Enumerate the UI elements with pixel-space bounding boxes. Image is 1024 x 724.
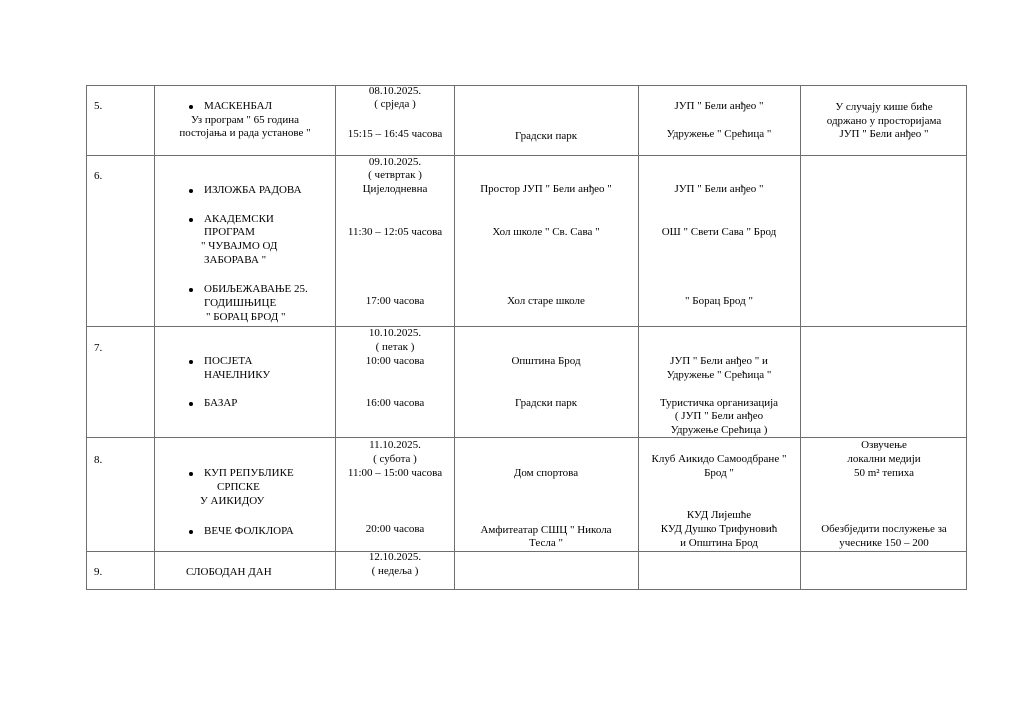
event-date: 09.10.2025. xyxy=(368,156,422,168)
event-time: 16:00 часова xyxy=(365,397,425,409)
bullet-icon xyxy=(189,402,193,406)
bullet-icon xyxy=(189,530,193,534)
bullet-icon xyxy=(189,189,193,193)
organizer: Клуб Аикидо Самоодбране " xyxy=(651,453,787,465)
activity-title: " ЧУВАЈМО ОД xyxy=(201,240,278,252)
event-time: 20:00 часова xyxy=(365,523,425,535)
event-time: 11:00 – 15:00 часова xyxy=(347,467,443,479)
event-place: Простор ЈУП " Бели анђео " xyxy=(480,183,612,195)
bullet-icon xyxy=(189,360,193,364)
event-place: Градски парк xyxy=(514,397,578,409)
event-time: 17:00 часова xyxy=(365,295,425,307)
note: 50 m² тепиха xyxy=(853,467,915,479)
activity-title: ОБИЉЕЖАВАЊЕ 25. xyxy=(204,283,308,295)
note: одржано у просторијама xyxy=(826,115,942,127)
bullet-icon xyxy=(189,218,193,222)
row-number: 5. xyxy=(94,100,103,112)
organizer: Удружење " Срећица " xyxy=(666,128,772,140)
event-place: Општина Брод xyxy=(511,355,581,367)
table-grid xyxy=(86,85,967,590)
bullet-icon xyxy=(189,105,193,109)
note: Обезбједити послужење за xyxy=(821,523,947,535)
activity-title: НАЧЕЛНИКУ xyxy=(204,369,271,381)
organizer: ( ЈУП " Бели анђео xyxy=(674,410,764,422)
activity-title: БАЗАР xyxy=(204,397,238,409)
bullet-icon xyxy=(189,472,193,476)
activity-title: ПРОГРАМ xyxy=(204,226,255,238)
row-number: 6. xyxy=(94,170,103,182)
activity-title: ИЗЛОЖБА РАДОВА xyxy=(204,184,302,196)
row-number: 9. xyxy=(94,566,103,578)
organizer: Удружење Срећица ) xyxy=(670,424,768,436)
organizer: ЈУП " Бели анђео " и xyxy=(670,355,768,367)
note: ЈУП " Бели анђео " xyxy=(839,128,929,140)
event-day: ( четвртак ) xyxy=(368,169,422,181)
row-number: 7. xyxy=(94,342,103,354)
activity-title: ПОСЈЕТА xyxy=(204,355,253,367)
activity-title: " БОРАЦ БРОД " xyxy=(206,311,286,323)
organizer: КУД Душко Трифуновић xyxy=(660,523,778,535)
activity-title: АКАДЕМСКИ xyxy=(204,213,274,225)
event-place: Амфитеатар СШЦ " Никола xyxy=(480,524,612,536)
activity-title: СРПСКЕ xyxy=(217,481,260,493)
activity-title: СЛОБОДАН ДАН xyxy=(186,566,272,578)
event-place: Тесла " xyxy=(529,537,563,549)
event-time: Цијелодневна xyxy=(362,183,428,195)
activity-title: У АИКИДОУ xyxy=(200,495,265,507)
note: Озвучење xyxy=(861,439,907,451)
organizer: Удружење " Срећица " xyxy=(666,369,772,381)
event-date: 08.10.2025. xyxy=(368,85,422,97)
event-day: ( недеља ) xyxy=(371,565,419,577)
event-place: Хол школе " Св. Сава " xyxy=(492,226,600,238)
activity-subtitle: Уз програм " 65 година xyxy=(190,114,300,126)
activity-title: КУП РЕПУБЛИКЕ xyxy=(204,467,294,479)
note: локални медији xyxy=(847,453,921,465)
event-place: Хол старе школе xyxy=(507,295,585,307)
event-time: 15:15 – 16:45 часова xyxy=(347,128,443,140)
activity-title: МАСКЕНБАЛ xyxy=(204,100,273,112)
event-date: 12.10.2025. xyxy=(368,551,422,563)
bullet-icon xyxy=(189,288,193,292)
table-row xyxy=(87,327,967,438)
activity-title: ГОДИШЊИЦЕ xyxy=(204,297,277,309)
organizer: ОШ " Свети Сава " Брод xyxy=(661,226,777,238)
organizer: КУД Лијешће xyxy=(686,509,752,521)
event-time: 11:30 – 12:05 часова xyxy=(347,226,443,238)
schedule-table xyxy=(86,85,966,589)
organizer: и Општина Брод xyxy=(680,537,758,549)
event-date: 10.10.2025. xyxy=(368,327,422,339)
organizer: " Борац Брод " xyxy=(685,295,753,307)
event-day: ( субота ) xyxy=(373,453,417,465)
note: учеснике 150 – 200 xyxy=(839,537,929,549)
event-date: 11.10.2025. xyxy=(369,439,421,451)
row-number: 8. xyxy=(94,454,103,466)
event-day: ( петак ) xyxy=(375,341,415,353)
organizer: Туристичка организација xyxy=(659,397,779,409)
organizer: ЈУП " Бели анђео " xyxy=(674,183,764,195)
event-time: 10:00 часова xyxy=(365,355,425,367)
organizer: Брод " xyxy=(704,467,734,479)
activity-title: ВЕЧЕ ФОЛКЛОРА xyxy=(204,525,294,537)
activity-subtitle: постојања и рада установе " xyxy=(179,127,311,139)
activity-title: ЗАБОРАВА " xyxy=(204,254,267,266)
note: У случају кише биће xyxy=(835,101,933,113)
event-place: Дом спортова xyxy=(513,467,579,479)
organizer: ЈУП " Бели анђео " xyxy=(674,100,764,112)
event-day: ( срједа ) xyxy=(374,98,416,110)
event-place: Градски парк xyxy=(514,130,578,142)
